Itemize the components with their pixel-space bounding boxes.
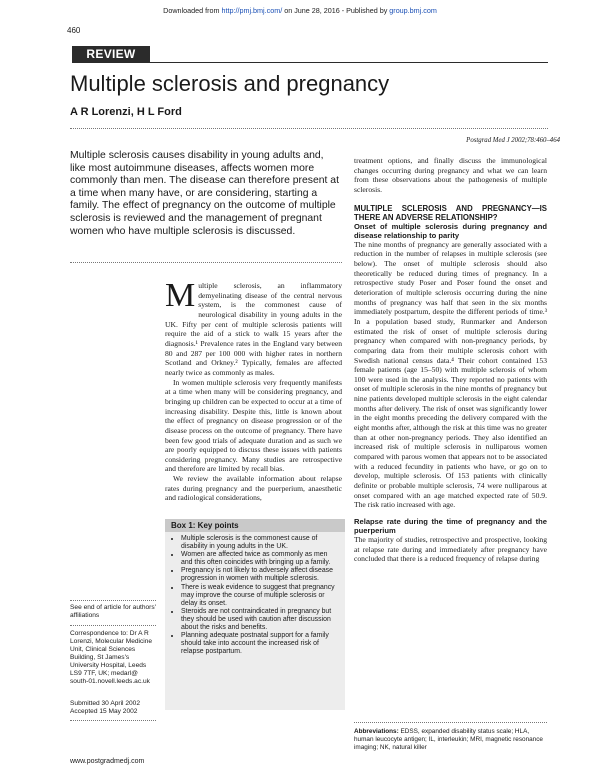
intro-paragraph-1: Multiple sclerosis, an inflammatory demyelinating disease of the central nervous system, is the commonest cause of neurological disability in young adults in the UK. Fifty per cent of multiple sclerosis patients will require the aid of a stick to walk 15 years after the diagnosis.¹ Prevalence rates in the England vary between 80 and 287 per 100 000 with higher rates in northern Scotland and Orkney.² Typically, females are affected nearly twice as commonly as males. [165, 277, 342, 377]
section-heading: MULTIPLE SCLEROSIS AND PREGNANCY—IS THERE AN ADVERSE RELATIONSHIP? [354, 203, 547, 222]
article-title: Multiple sclerosis and pregnancy [70, 71, 390, 96]
sidebar-divider-3 [70, 720, 156, 721]
download-middle: on June 28, 2016 - Published by [282, 6, 390, 15]
download-prefix: Downloaded from [163, 6, 222, 15]
affiliation-note: See end of article for authors' affiliations [70, 604, 156, 619]
page-number: 460 [67, 26, 81, 35]
abbreviations-label: Abbreviations: [354, 728, 399, 735]
journal-link[interactable]: http://pmj.bmj.com/ [221, 6, 283, 15]
intro-column [165, 277, 342, 503]
header-divider [70, 128, 548, 129]
key-point: • Pregnancy is not likely to adversely affect disease progression in women with multiple sclerosis. [181, 567, 339, 583]
subsection-heading: Onset of multiple sclerosis during pregnancy and disease relationship to parity [354, 221, 547, 240]
continuation-paragraph: treatment options, and finally discuss the immunological changes occurring during pregnancy and what we can learn from these observations about the pathogenesis of multiple sclerosis. [354, 156, 547, 194]
abstract: Multiple sclerosis causes disability in young adults and, like most autoimmune diseases, affects women more commonly than men. The disease can therefore present at a time when many have, or are considering, starting a family. The effect of pregnancy on the outcome of multiple sclerosis is reviewed and the management of pregnant women who have multiple sclerosis is discussed. [70, 150, 339, 237]
article-authors: A R Lorenzi, H L Ford [70, 106, 182, 118]
abbreviations-text: EDSS, expanded disability status scale; HLA, human leucocyte antigen; IL, interleukin; MRI, magnetic resonance imaging; NK, natural killer [354, 728, 543, 751]
accepted-date: Accepted 15 May 2002 [70, 708, 138, 715]
intro-paragraph-2: In women multiple sclerosis very frequently manifests at a time when many will be considering pregnancy, and bringing up children can be expected to occur at a time of increasing disability. Despite this, little is known about the effect of pregnancy on disease progression or of the disease process on the outcome of pregnancy. There have been few good trials of adequate duration and as such we are poorly equipped to discuss these issues with patients considering pregnancy. Many studies are retrospective and therefore are limited by recall bias. [165, 377, 342, 474]
subsection-heading: Relapse rate during the time of pregnancy and the puerperium [354, 517, 547, 535]
submitted-date: Submitted 30 April 2002 [70, 700, 141, 707]
correspondence: Correspondence to: Dr A R Lorenzi, Molecular Medicine Unit, Clinical Sciences Building, St James's University Hospital, Leeds LS9 7TF, UK; medarl@ south-01.novell.leeds.ac.uk [70, 630, 153, 685]
abbrev-divider [354, 722, 547, 723]
key-point: • There is weak evidence to suggest that pregnancy may improve the course of multiple sclerosis or delay its onset. [181, 584, 339, 608]
key-point: • Women are affected twice as commonly as men and this often coincides with bringing up a family. [181, 551, 339, 567]
publisher-link[interactable]: group.bmj.com [389, 6, 437, 15]
abbreviations [354, 728, 547, 751]
key-points-title: Box 1: Key points [165, 519, 345, 532]
key-point: • Planning adequate postnatal support for a family should take into account the increased risk of relapse postpartum. [181, 632, 339, 656]
body-paragraph: The nine months of pregnancy are generally associated with a reduction in the number of relapses in multiple sclerosis (see below). The onset of multiple sclerosis should also theoretically be reduced during times of pregnancy. In a retrospective study Poser and Poser found the onset and deterioration of multiple sclerosis occurring during the nine months of pregnancy was half that seen in the six months immediately postpartum, despite the different periods of time.³ In a population based study, Runmarker and Anderson estimated the risk of onset of multiple sclerosis during pregnancy when compared with non-pregnancy periods, by comparing data from their multiple sclerosis cohort with Swedish national census data.⁴ Their cohort contained 153 female patients (age 15–50) with multiple sclerosis of whom 100 were used in the analysis. They reported no patients with onset of multiple sclerosis in the nine months of pregnancy but nine patients developed multiple sclerosis in the eight calendar months after delivery. The risk of onset was significantly lower in the eight months preceding the delivery compared with the eight months after, although the risk at this time was no greater than at other non-pregnancy periods. They also identified an increased risk of multiple sclerosis in nulliparous women compared with parous women that appears not to be associated with a reduced fecundity in patients who have, or go on to develop, multiple sclerosis. Of 153 patients with clinically definite or probable multiple sclerosis, 74 were nulliparous at onset compared with an age matched expected rate of 50.9. The risk ratio increased with age. [354, 239, 547, 510]
section-rule [150, 62, 548, 63]
section-label: REVIEW [72, 46, 150, 63]
citation: Postgrad Med J 2002;78:460–464 [466, 137, 560, 144]
intro-paragraph-3: We review the available information about relapse rates during pregnancy and the puerperium, anaesthetic and radiological considerations, [165, 474, 342, 503]
body-paragraph: The majority of studies, retrospective and prospective, looking at relapse rate during and immediately after pregnancy have concluded that there is a reduced frequency of relapse during [354, 535, 547, 564]
key-points-box [165, 519, 345, 710]
sidebar-divider-1 [70, 600, 156, 601]
abstract-divider [70, 262, 342, 263]
drop-cap: M [165, 277, 196, 314]
sidebar-divider-2 [70, 625, 156, 626]
key-points-list [165, 535, 345, 656]
download-notice [0, 6, 600, 15]
body-column-right [354, 156, 547, 564]
footer-url[interactable]: www.postgradmedj.com [70, 758, 145, 765]
key-point: • Multiple sclerosis is the commonest cause of disability in young adults in the UK. [181, 535, 339, 551]
key-point: • Steroids are not contraindicated in pregnancy but they should be used with caution after discussion about the risks and benefits. [181, 608, 339, 632]
